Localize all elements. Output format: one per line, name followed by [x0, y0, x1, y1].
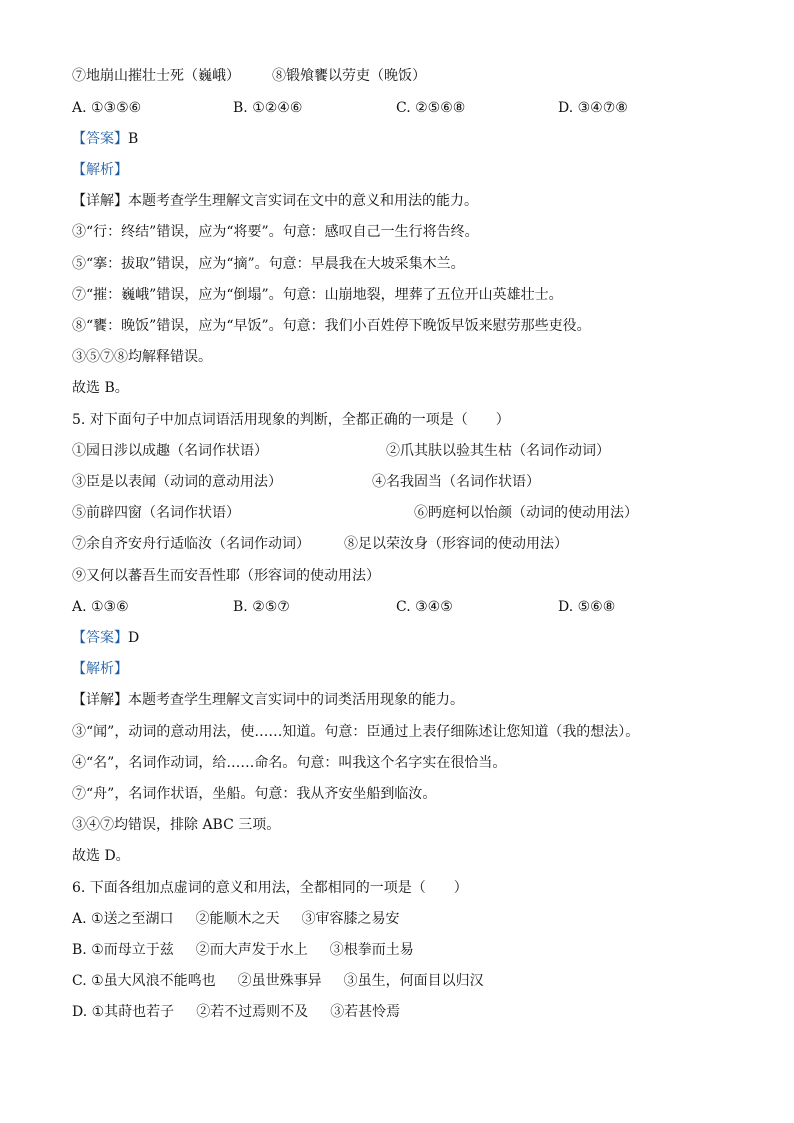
q5-item: ⑥眄庭柯以怡颜（动词的使动用法） — [414, 505, 638, 521]
q6-option-b[interactable] — [72, 941, 414, 959]
q5-explanation: ④“名”，名词作动词，给……命名。句意：叫我这个名字实在很恰当。 — [72, 755, 507, 771]
q6-option-part: D. ①其莳也若子 — [72, 1004, 175, 1020]
q4-explanation: ⑦“摧：巍峨”错误，应为“倒塌”。句意：山崩地裂，埋葬了五位开山英雄壮士。 — [72, 287, 563, 303]
q4-item-7: ⑦地崩山摧壮士死（巍峨） — [72, 68, 240, 84]
q5-item: ⑧足以荣汝身（形容词的使动用法） — [344, 536, 568, 552]
answer-value: D — [128, 630, 140, 646]
q4-explanation: ③⑤⑦⑧均解释错误。 — [72, 349, 212, 365]
q5-stem: 5. 对下面句子中加点词语活用现象的判断，全都正确的一项是（ ） — [72, 412, 510, 428]
q6-option-part: ③审容膝之易安 — [301, 911, 400, 927]
q5-option-c[interactable]: C. ③④⑤ — [396, 599, 453, 615]
q5-item: ③臣是以表闻（动词的意动用法） — [72, 474, 282, 490]
q4-explanation: ⑤“搴：拔取”错误，应为“摘”。句意：早晨我在大坡采集木兰。 — [72, 256, 465, 272]
q6-option-d[interactable] — [72, 1003, 400, 1021]
q5-answer — [72, 629, 139, 647]
q6-option-part: B. ①而母立于兹 — [72, 942, 174, 958]
q5-item: ④名我固当（名词作状语） — [372, 474, 540, 490]
detail-text: 本题考查学生理解文言实词在文中的意义和用法的能力。 — [128, 193, 478, 209]
q4-conclusion: 故选 B。 — [72, 380, 129, 396]
detail-tag: 【详解】 — [72, 193, 128, 209]
answer-tag: 【答案】 — [72, 630, 128, 646]
q5-item: ②爪其肤以验其生枯（名词作动词） — [386, 443, 610, 459]
q4-option-b[interactable]: B. ①②④⑥ — [233, 100, 303, 116]
q5-explanation: ③“闻”，动词的意动用法，使……知道。句意：臣通过上表仔细陈述让您知道（我的想法）。 — [72, 724, 640, 740]
q5-option-a[interactable]: A. ①③⑥ — [72, 599, 129, 615]
q6-option-part: ②虽世殊事异 — [237, 973, 322, 989]
q5-conclusion: 故选 D。 — [72, 848, 130, 864]
q6-option-a[interactable] — [72, 910, 400, 928]
q4-item-8: ⑧锻飧饔以劳吏（晚饭） — [272, 68, 426, 84]
detail-tag: 【详解】 — [72, 692, 128, 708]
q5-analysis-tag: 【解析】 — [72, 661, 128, 677]
q6-option-part: ②而大声发于水上 — [195, 942, 308, 958]
q5-item: ⑤前辟四窗（名词作状语） — [72, 505, 240, 521]
q4-option-c[interactable]: C. ②⑤⑥⑧ — [396, 100, 466, 116]
q6-option-part: ②若不过焉则不及 — [196, 1004, 309, 1020]
q6-option-part: C. ①虽大风浪不能鸣也 — [72, 973, 216, 989]
q4-detail — [72, 192, 478, 210]
q4-analysis-tag: 【解析】 — [72, 162, 128, 178]
q5-option-b[interactable]: B. ②⑤⑦ — [233, 599, 290, 615]
q5-option-d[interactable]: D. ⑤⑥⑧ — [558, 599, 616, 615]
q4-option-a[interactable]: A. ①③⑤⑥ — [72, 100, 142, 116]
q5-item: ⑨又何以蕃吾生而安吾性耶（形容词的使动用法） — [72, 568, 380, 584]
q4-items-row — [72, 67, 426, 85]
q5-item: ⑦余自齐安舟行适临汝（名词作动词） — [72, 536, 310, 552]
detail-text: 本题考查学生理解文言实词中的词类活用现象的能力。 — [128, 692, 464, 708]
q6-option-part: ③虽生，何面目以归汉 — [343, 973, 484, 989]
q5-explanation: ⑦“舟”，名词作状语，坐船。句意：我从齐安坐船到临汝。 — [72, 786, 437, 802]
q6-option-part: A. ①送之至湖口 — [72, 911, 174, 927]
q6-option-part: ③根拳而土易 — [329, 942, 414, 958]
q5-detail — [72, 691, 464, 709]
answer-tag: 【答案】 — [72, 131, 128, 147]
q4-explanation: ③“行：终结”错误，应为“将要”。句意：感叹自己一生行将告终。 — [72, 224, 479, 240]
answer-value: B — [128, 131, 139, 147]
q6-option-c[interactable] — [72, 972, 484, 990]
q6-option-part: ②能顺木之天 — [195, 911, 280, 927]
q4-answer — [72, 130, 138, 148]
q4-explanation: ⑧“饔：晚饭”错误，应为“早饭”。句意：我们小百姓停下晚饭早饭来慰劳那些吏役。 — [72, 318, 591, 334]
q4-option-d[interactable]: D. ③④⑦⑧ — [558, 100, 628, 116]
q6-option-part: ③若甚怜焉 — [330, 1004, 401, 1020]
q5-item: ①园日涉以成趣（名词作状语） — [72, 443, 268, 459]
q5-explanation: ③④⑦均错误，排除 ABC 三项。 — [72, 817, 281, 833]
q6-stem: 6. 下面各组加点虚词的意义和用法，全都相同的一项是（ ） — [72, 880, 468, 896]
